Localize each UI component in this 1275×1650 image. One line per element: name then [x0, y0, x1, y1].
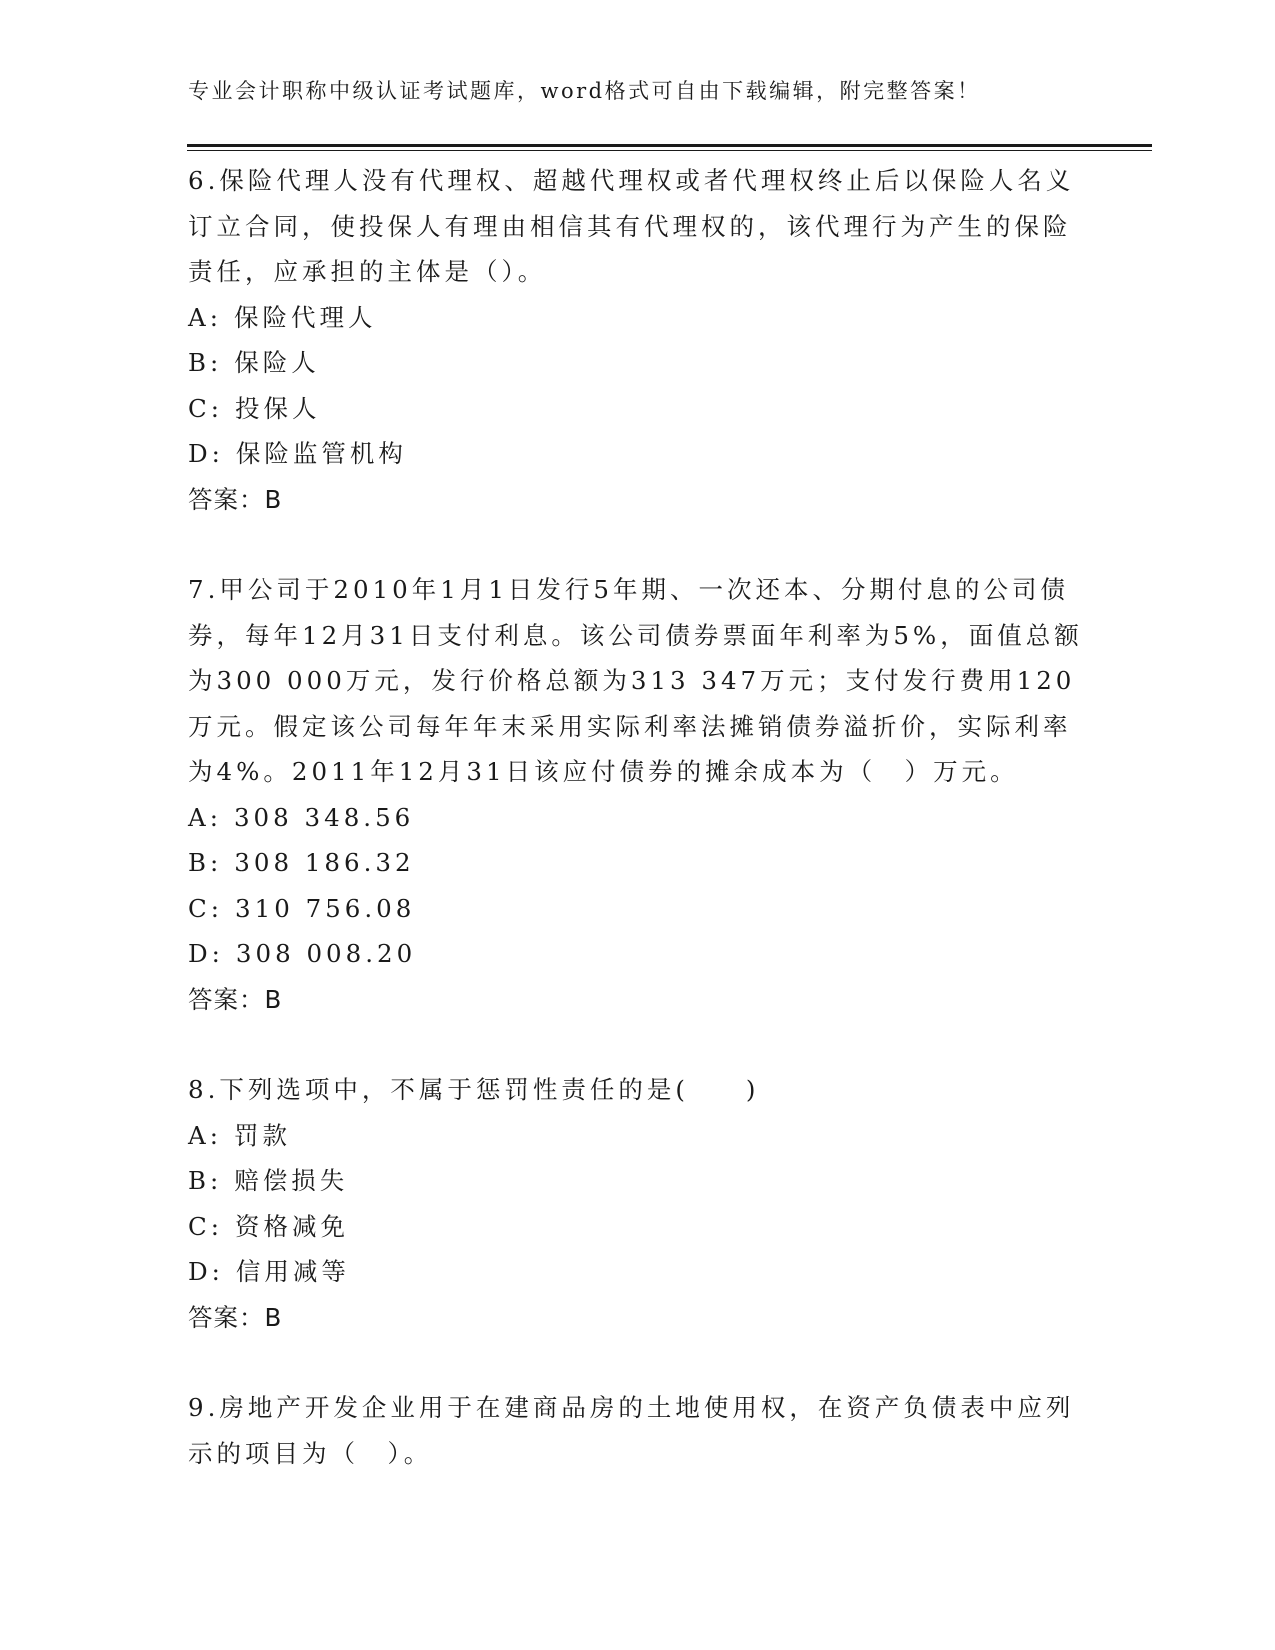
option-text: 信用减等 — [235, 1257, 350, 1286]
question-stem: 7.甲公司于2010年1月1日发行5年期、一次还本、分期付息的公司债券，每年12月31日支付利息。该公司债券票面年利率为5%，面值总额为300 000万元，发行价格总额为313 347万元；支付发行费用120万元。假定该公司每年年末采用实际利率法摊销债券溢折价，实际利率为4%。2011年12月31日该应付债券的摊余成本为（ ）万元。 — [188, 575, 1083, 786]
option-list — [188, 1113, 1088, 1295]
option-list — [188, 795, 1088, 977]
spacer — [188, 522, 1088, 567]
option-letter: D — [188, 939, 212, 968]
option-text: 资格减免 — [235, 1211, 350, 1241]
answer-label: 答案：B — [188, 984, 283, 1014]
option-separator: : — [209, 802, 222, 832]
option-text: 保险监管机构 — [235, 439, 407, 468]
option-a — [188, 795, 1088, 841]
option-letter: A — [188, 302, 210, 332]
option-separator: : — [210, 1211, 224, 1241]
option-text: 310 756.08 — [235, 893, 416, 923]
question-6 — [188, 158, 1088, 522]
header-divider-thin — [187, 150, 1152, 151]
question-7 — [188, 567, 1088, 1022]
answer-label: 答案：B — [188, 1302, 283, 1332]
question-stem: 9.房地产开发企业用于在建商品房的土地使用权，在资产负债表中应列示的项目为（ ）。 — [188, 1393, 1075, 1468]
option-separator: : — [210, 348, 223, 377]
option-d — [188, 431, 1088, 477]
option-letter: A — [188, 802, 210, 832]
option-c — [188, 886, 1088, 932]
option-letter: D — [188, 439, 212, 468]
spacer — [188, 1022, 1088, 1067]
option-text: 308 348.56 — [233, 802, 415, 832]
option-letter: C — [188, 893, 211, 923]
page-header: 专业会计职称中级认证考试题库，word格式可自由下载编辑，附完整答案！ — [188, 79, 981, 103]
option-d — [188, 931, 1088, 977]
option-b — [188, 1158, 1088, 1204]
option-list — [188, 295, 1088, 477]
option-text: 保险人 — [234, 348, 320, 377]
option-letter: B — [188, 1166, 211, 1195]
question-8 — [188, 1067, 1088, 1340]
option-text: 罚款 — [233, 1120, 291, 1150]
option-letter: B — [188, 848, 211, 877]
option-text: 保险代理人 — [233, 302, 377, 332]
option-separator: : — [210, 893, 224, 923]
question-stem: 8.下列选项中，不属于惩罚性责任的是( ) — [188, 1075, 760, 1104]
answer-label: 答案：B — [188, 484, 283, 514]
header-divider-thick — [187, 144, 1152, 147]
option-separator: : — [210, 848, 223, 877]
option-letter: D — [188, 1257, 212, 1286]
option-text: 308 186.32 — [234, 848, 415, 877]
option-letter: C — [188, 393, 211, 423]
option-d — [188, 1249, 1088, 1295]
option-separator: : — [210, 393, 224, 423]
option-separator: : — [209, 302, 222, 332]
option-text: 投保人 — [235, 393, 321, 423]
option-separator: : — [209, 1120, 222, 1150]
option-c — [188, 386, 1088, 432]
option-separator: : — [210, 1166, 223, 1195]
option-letter: B — [188, 348, 211, 377]
question-9 — [188, 1385, 1088, 1476]
question-stem: 6.保险代理人没有代理权、超越代理权或者代理权终止后以保险人名义订立合同，使投保人有理由相信其有代理权的，该代理行为产生的保险责任，应承担的主体是（）。 — [188, 166, 1075, 286]
option-separator: : — [211, 939, 224, 968]
spacer — [188, 1340, 1088, 1385]
option-letter: C — [188, 1211, 211, 1241]
option-text: 赔偿损失 — [234, 1166, 349, 1195]
option-b — [188, 340, 1088, 386]
option-text: 308 008.20 — [235, 939, 417, 968]
option-a — [188, 1113, 1088, 1159]
option-separator: : — [211, 1257, 224, 1286]
option-c — [188, 1204, 1088, 1250]
option-b — [188, 840, 1088, 886]
question-list — [188, 158, 1088, 1476]
option-letter: A — [188, 1120, 210, 1150]
option-a — [188, 295, 1088, 341]
option-separator: : — [211, 439, 224, 468]
